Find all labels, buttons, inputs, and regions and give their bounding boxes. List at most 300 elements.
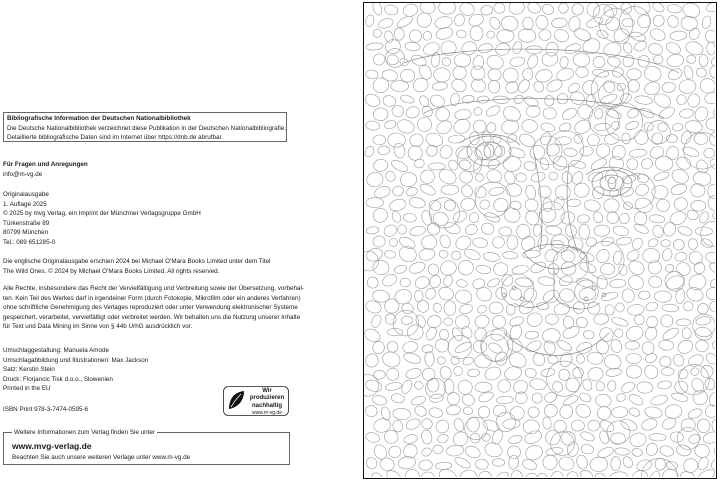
fur-cell — [418, 182, 437, 197]
fur-cell — [661, 368, 674, 376]
rosette — [586, 241, 624, 279]
fur-cell — [594, 225, 610, 237]
fur-cell — [552, 195, 566, 211]
fur-cell — [488, 186, 505, 197]
fur-cell — [596, 445, 615, 459]
fur-cell — [370, 471, 383, 477]
isbn-text: ISBN Print 978-3-7474-0595-6 — [3, 406, 89, 413]
fur-cell — [624, 120, 640, 131]
fur-cell — [646, 259, 663, 276]
fur-cell — [400, 378, 414, 395]
fur-cell — [486, 277, 501, 289]
fur-cell — [668, 209, 688, 228]
fur-cell — [485, 53, 505, 71]
fur-cell — [579, 469, 594, 477]
credit-line: Druck: Florjancic Tisk d.o.o., Slowenien — [3, 375, 113, 383]
fur-cell — [458, 303, 473, 315]
fur-cell — [516, 224, 530, 240]
fur-cell — [555, 92, 570, 106]
fur-cell — [621, 132, 631, 144]
fur-cell — [572, 118, 592, 136]
fur-cell — [390, 158, 410, 174]
fur-cell — [366, 198, 384, 208]
fur-cell — [674, 251, 687, 262]
fur-cell — [365, 171, 384, 188]
fur-cell — [605, 210, 620, 226]
fur-cell — [438, 143, 455, 160]
fur-cell — [508, 405, 526, 422]
rosette — [448, 335, 472, 359]
fur-cell — [381, 350, 402, 370]
fur-cell — [615, 303, 624, 313]
fur-cell — [441, 185, 459, 195]
fur-cell — [645, 315, 659, 330]
fur-cell — [453, 13, 466, 27]
fur-cell — [408, 260, 427, 275]
fur-cell — [529, 377, 547, 391]
fur-cell — [365, 275, 380, 290]
fur-cell — [670, 31, 687, 41]
fur-cell — [570, 170, 584, 186]
rosette — [679, 364, 710, 395]
fur-cell — [626, 258, 646, 277]
fur-cell — [562, 315, 574, 329]
fur-cell — [422, 30, 434, 42]
fur-cell — [506, 133, 518, 144]
fur-cell — [476, 264, 492, 274]
fur-cell — [615, 447, 630, 456]
fur-cell — [438, 365, 453, 381]
fur-cell — [453, 366, 463, 376]
fur-cell — [605, 108, 623, 121]
fur-cell — [500, 119, 519, 136]
fur-cell — [680, 470, 696, 477]
fur-cell — [394, 28, 405, 41]
fur-cell — [364, 145, 376, 158]
fur-cell — [685, 119, 704, 134]
leopard-coloring-illustration — [363, 2, 717, 479]
fur-cell — [686, 272, 708, 293]
fur-cell — [542, 417, 551, 430]
fur-cell — [470, 433, 481, 444]
fur-cell — [507, 446, 520, 459]
fur-cell — [679, 108, 694, 119]
fur-cell — [698, 76, 715, 96]
fur-cell — [392, 185, 405, 197]
fur-cell — [626, 68, 641, 80]
fur-cell — [609, 279, 626, 289]
fur-cell — [372, 158, 389, 173]
publisher-url-link[interactable]: www.mvg-verlag.de — [12, 441, 92, 451]
fur-cell — [551, 471, 564, 477]
rosette — [364, 375, 379, 397]
fur-cell — [443, 317, 453, 326]
fur-cell — [555, 136, 572, 146]
fur-cell — [558, 368, 571, 382]
fur-cell — [687, 93, 701, 108]
fur-cell — [539, 157, 550, 171]
fur-cell — [400, 278, 411, 287]
fur-cell — [454, 340, 473, 354]
fur-cell — [417, 117, 432, 132]
fur-cell — [409, 29, 422, 43]
fur-cell — [464, 223, 479, 237]
fur-cell — [433, 445, 444, 454]
fur-cell — [661, 248, 673, 262]
fur-cell — [662, 221, 677, 238]
edition-block — [3, 190, 201, 248]
fur-cell — [631, 448, 643, 457]
fur-cell — [383, 30, 394, 44]
fur-cell — [371, 3, 383, 16]
fur-cell — [564, 42, 583, 56]
fur-cell — [487, 341, 504, 356]
fur-cell — [543, 198, 553, 212]
fur-cell — [401, 316, 413, 325]
fur-cell — [431, 210, 450, 228]
fur-cell — [687, 55, 696, 63]
credit-line: Umschlaggestaltung: Manuela Amode — [3, 347, 110, 354]
fur-cell — [633, 39, 648, 53]
fur-cell — [657, 122, 667, 132]
fur-cell — [691, 200, 706, 211]
fur-cell — [486, 30, 496, 40]
fur-cell — [528, 407, 540, 418]
fur-cell — [573, 52, 591, 67]
fur-cell — [474, 354, 491, 368]
fur-cell — [618, 263, 629, 276]
fur-cell — [662, 82, 676, 94]
fur-cell — [559, 56, 569, 69]
fur-cell — [405, 186, 418, 198]
fur-cell — [511, 378, 529, 396]
fur-cell — [703, 403, 715, 420]
fur-cell — [486, 122, 497, 134]
badge-text — [247, 388, 287, 417]
fur-cell — [676, 319, 691, 326]
fur-cell — [704, 91, 715, 105]
fur-cell — [661, 326, 681, 342]
fur-cell — [403, 433, 418, 444]
fur-cell — [545, 446, 564, 456]
fur-cell — [659, 444, 675, 458]
fur-cell — [475, 459, 489, 470]
fur-cell — [501, 104, 523, 124]
fur-cell — [628, 406, 642, 418]
fur-cell — [680, 15, 699, 32]
rosette — [589, 105, 619, 135]
fur-cell — [442, 274, 454, 288]
bibliographic-info-box — [3, 112, 287, 142]
fur-cell — [675, 261, 692, 277]
fur-cell — [615, 392, 626, 402]
contact-block — [3, 160, 88, 179]
fur-cell — [621, 53, 636, 68]
fur-cell — [434, 118, 454, 136]
fur-cell — [473, 313, 491, 331]
fur-cell — [398, 225, 407, 235]
fur-cell — [704, 148, 715, 158]
fur-cell — [648, 275, 663, 288]
fur-cell — [523, 428, 544, 446]
badge-url: www.m-vg.de — [251, 409, 282, 416]
badge-line: nachhaltig — [251, 402, 282, 409]
rights-line: für Text und Data Mining im Sinne von § 44b UrhG ausdrücklich vor. — [3, 323, 193, 331]
fur-cell — [573, 134, 583, 145]
fur-cell — [492, 3, 506, 15]
fur-cell — [604, 304, 615, 316]
fur-cell — [475, 382, 492, 392]
fur-cell — [488, 80, 500, 93]
fur-cell — [587, 419, 600, 432]
fur-cell — [687, 238, 698, 250]
fur-cell — [647, 42, 663, 56]
fur-cell — [438, 3, 455, 14]
fur-cell — [649, 433, 666, 441]
fur-cell — [712, 418, 715, 433]
fur-cell — [424, 325, 438, 341]
fur-cell — [522, 17, 534, 31]
fur-cell — [419, 3, 436, 15]
contact-email: info@m-vg.de — [3, 170, 43, 178]
fur-cell — [515, 172, 527, 183]
fur-cell — [421, 447, 433, 458]
fur-cell — [652, 14, 665, 28]
fur-cell — [365, 120, 380, 131]
fur-cell — [492, 458, 505, 466]
fur-cell — [432, 82, 448, 91]
rights-line: ohne schriftliche Genehmigung des Verlages reproduziert oder unter Verwendung elektronischer Systeme — [3, 304, 298, 312]
fur-cell — [463, 247, 482, 261]
fur-cell — [382, 94, 397, 108]
fur-cell — [612, 225, 629, 238]
fur-cell — [537, 276, 555, 287]
fur-cell — [413, 404, 428, 418]
fur-cell — [525, 331, 539, 340]
fur-cell — [626, 365, 642, 378]
fur-cell — [405, 367, 423, 381]
fur-cell — [543, 390, 558, 404]
fur-cell — [626, 249, 641, 262]
fur-cell — [572, 26, 593, 44]
fur-cell — [402, 351, 422, 365]
fur-cell — [619, 92, 633, 104]
rosette — [619, 6, 650, 37]
fur-cell — [444, 300, 456, 315]
fur-cell — [667, 4, 682, 14]
fur-cell — [503, 170, 517, 186]
fur-cell — [427, 262, 441, 276]
fur-cell — [478, 199, 490, 211]
fur-cell — [383, 4, 398, 17]
fur-cell — [644, 405, 663, 419]
fur-cell — [406, 324, 424, 341]
fur-cell — [604, 133, 620, 146]
fur-cell — [706, 117, 715, 130]
fur-cell — [676, 338, 695, 356]
fur-cell — [575, 67, 588, 78]
fur-cell — [627, 392, 644, 407]
fur-cell — [552, 27, 570, 44]
fur-cell — [524, 471, 539, 477]
fur-cell — [649, 27, 667, 43]
rosette — [547, 361, 582, 396]
fur-cell — [509, 56, 525, 68]
fur-cell — [568, 16, 581, 32]
fur-cell — [640, 417, 658, 432]
fur-cell — [708, 130, 715, 147]
fur-cell — [454, 53, 471, 67]
fur-cell — [435, 462, 452, 470]
fur-cell — [713, 445, 715, 457]
fur-cell — [672, 353, 686, 368]
fur-cell — [393, 264, 407, 275]
fur-cell — [567, 199, 581, 207]
fur-cell — [583, 329, 595, 340]
edition-line: Originalausgabe — [3, 191, 49, 198]
fur-cell — [659, 356, 672, 368]
fur-cell — [488, 15, 502, 31]
fur-cell — [575, 354, 585, 364]
fur-cell — [403, 213, 417, 223]
fur-cell — [385, 468, 402, 477]
isbn — [3, 405, 88, 415]
fur-cell — [612, 250, 622, 265]
fur-cell — [625, 157, 639, 171]
fur-cell — [460, 184, 474, 199]
fur-cell — [535, 14, 549, 30]
rights-line: Alle Rechte, insbesondere das Recht der Vervielfältigung und Verbreitung sowie der Übersetzung, vorbehal- — [3, 285, 305, 292]
fur-cell — [414, 158, 425, 168]
fur-cell — [709, 157, 715, 171]
fur-cell — [397, 244, 419, 265]
fur-cell — [601, 291, 619, 302]
fur-cell — [564, 376, 581, 393]
fur-cell — [472, 158, 483, 174]
fur-cell — [565, 470, 579, 477]
fur-cell — [409, 225, 426, 237]
fur-cell — [583, 199, 601, 213]
fur-cell — [522, 286, 539, 304]
fur-cell — [472, 237, 488, 248]
fur-cell — [630, 236, 644, 251]
fur-cell — [622, 41, 634, 54]
fur-cell — [651, 3, 665, 14]
fur-cell — [694, 443, 710, 458]
fur-cell — [496, 396, 513, 404]
fur-cell — [427, 378, 439, 392]
fur-cell — [451, 250, 462, 261]
fur-cell — [708, 64, 715, 81]
fur-cell — [619, 417, 639, 433]
fur-cell — [634, 211, 648, 226]
edition-line: Türkenstraße 89 — [3, 219, 50, 227]
fur-cell — [381, 69, 399, 83]
fur-cell — [428, 407, 443, 419]
rosette — [496, 412, 515, 431]
fur-cell — [428, 93, 446, 110]
fur-cell — [511, 40, 523, 55]
fur-cell — [682, 327, 692, 339]
fur-cell — [594, 472, 606, 477]
fur-cell — [416, 299, 431, 314]
fur-cell — [704, 250, 715, 265]
fur-cell — [574, 402, 593, 420]
fur-cell — [670, 182, 688, 196]
fur-cell — [670, 431, 684, 443]
fur-cell — [549, 172, 559, 181]
fur-cell — [419, 470, 436, 477]
fur-cell — [469, 77, 487, 94]
fur-cell — [384, 119, 397, 130]
fur-cell — [629, 432, 647, 448]
fur-cell — [528, 143, 548, 162]
fur-cell — [624, 324, 645, 343]
fur-cell — [392, 142, 406, 159]
fur-cell — [391, 210, 403, 224]
sustainability-badge — [223, 386, 289, 416]
fur-cell — [451, 209, 468, 225]
fur-cell — [409, 133, 425, 148]
fur-cell — [530, 391, 544, 405]
fur-cell — [578, 287, 596, 302]
fur-cell — [450, 77, 469, 94]
fur-cell — [705, 3, 715, 13]
fur-cell — [678, 79, 697, 95]
fur-cell — [386, 54, 399, 65]
fur-cell — [594, 247, 611, 265]
fur-cell — [547, 354, 559, 365]
fur-cell — [571, 420, 585, 432]
fur-cell — [642, 341, 655, 354]
fur-cell — [648, 470, 661, 477]
fur-cell — [437, 285, 456, 302]
fur-cell — [506, 235, 518, 250]
fur-cell — [474, 285, 494, 304]
fur-cell — [675, 443, 692, 457]
fur-cell — [681, 3, 702, 20]
fur-cell — [632, 3, 652, 17]
fur-cell — [526, 53, 540, 69]
fur-cell — [415, 11, 434, 30]
fur-cell — [704, 351, 715, 365]
fur-cell — [436, 433, 449, 444]
fur-cell — [410, 395, 427, 407]
edition-line: 80799 München — [3, 229, 49, 237]
fur-cell — [558, 403, 574, 420]
fur-cell — [645, 442, 660, 457]
fur-cell — [459, 469, 477, 477]
fur-cell — [638, 291, 650, 300]
fur-cell — [683, 65, 695, 81]
fur-cell — [542, 339, 557, 356]
fur-cell — [446, 405, 461, 416]
fur-cell — [666, 14, 681, 29]
fur-cell — [661, 240, 671, 248]
fur-cell — [703, 28, 715, 44]
fur-cell — [636, 381, 653, 394]
fur-cell — [543, 248, 560, 264]
fur-cell — [654, 155, 673, 172]
fur-cell — [373, 107, 389, 121]
fur-cell — [690, 183, 706, 198]
fur-cell — [477, 42, 493, 54]
biblio-line: Die Deutsche Nationalbibliothek verzeichnet diese Publikation in der Deutschen Nationalbibliografie. — [7, 124, 286, 132]
fur-cell — [373, 135, 386, 145]
fur-cell — [677, 225, 693, 238]
fur-cell — [545, 314, 558, 325]
fur-cell — [542, 454, 559, 471]
